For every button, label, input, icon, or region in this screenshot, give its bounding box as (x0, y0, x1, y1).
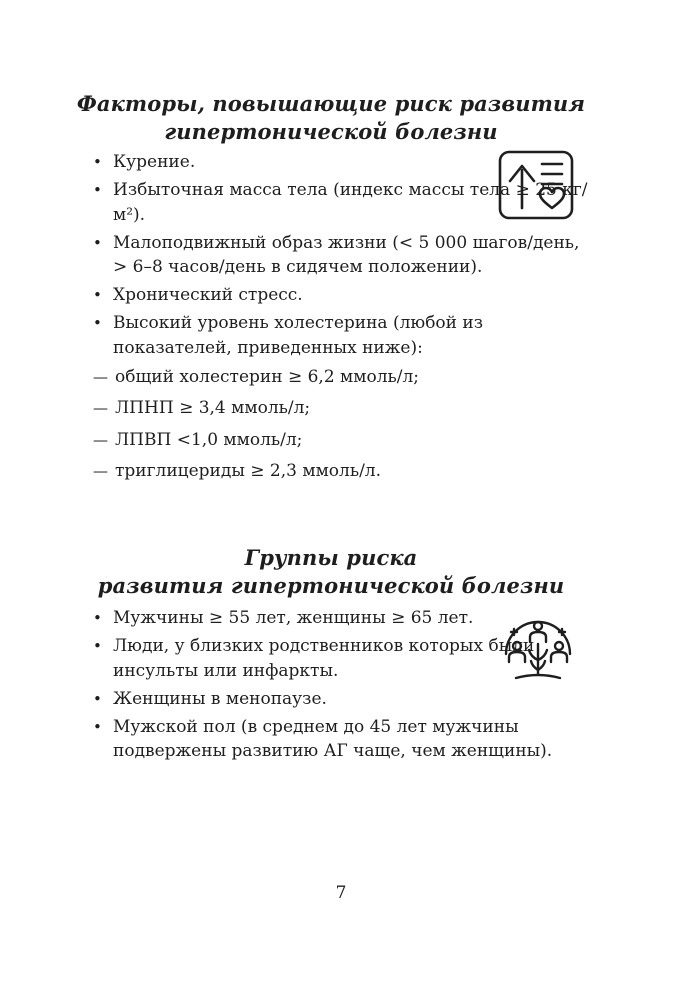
bullet: • (93, 314, 102, 332)
arrow-up-list-heart-icon (498, 150, 574, 220)
item-text: Избыточная масса тела (индекс массы тела ≥ 25 кг/м²). (113, 180, 588, 225)
item-text: ЛПНП ≥ 3,4 ммоль/л; (115, 398, 311, 418)
item-text: Мужской пол (в среднем до 45 лет мужчины подвержены развитию АГ чаще, чем женщины). (113, 716, 553, 761)
heading-line: Факторы, повышающие риск развития (76, 91, 586, 116)
item-text: Курение. (113, 152, 196, 172)
item-text: Женщины в менопаузе. (113, 688, 327, 709)
dash: — (93, 462, 108, 480)
heading-line: гипертонической болезни (164, 119, 498, 144)
bullet: • (93, 153, 102, 171)
section-heading-risk-groups (60, 544, 602, 600)
item-text: Высокий уровень холестерина (любой из показателей, приведенных ниже): (113, 313, 483, 358)
list-item (93, 283, 588, 308)
family-tree-people-icon (500, 612, 576, 688)
sub-list-item (93, 428, 588, 453)
item-text: Мужчины ≥ 55 лет, женщины ≥ 65 лет. (113, 608, 474, 628)
sub-list-item (93, 365, 588, 390)
bullet: • (93, 609, 102, 627)
list-item (93, 687, 588, 712)
item-text: ЛПВП <1,0 ммоль/л; (115, 429, 303, 450)
bullet: • (93, 233, 102, 252)
dash: — (93, 367, 108, 386)
bullet: • (93, 181, 102, 199)
item-text: Малоподвижный образ жизни (< 5 000 шагов/день, > 6–8 часов/день в сидячем положении). (113, 232, 580, 277)
item-text: общий холестерин ≥ 6,2 ммоль/л; (115, 366, 420, 387)
page-number: 7 (335, 883, 347, 903)
item-text: триглицериды ≥ 2,3 ммоль/л. (115, 461, 382, 481)
dash: — (93, 399, 108, 417)
bullet: • (93, 286, 102, 304)
heading-line: Группы риска (244, 545, 418, 570)
section-heading-risk-factors (60, 90, 602, 146)
bullet: • (93, 717, 102, 736)
item-text: Люди, у близких родственников которых были инсульты или инфаркты. (113, 636, 535, 681)
sub-list-item (93, 396, 588, 421)
list-item (93, 311, 588, 360)
heading-line: развития гипертонической болезни (97, 573, 565, 598)
item-text: Хронический стресс. (113, 285, 303, 305)
list-item (93, 231, 588, 280)
bullet: • (93, 637, 102, 655)
list-item (93, 715, 588, 764)
bullet: • (93, 689, 102, 708)
sub-list-item (93, 459, 588, 484)
dash: — (93, 430, 108, 449)
